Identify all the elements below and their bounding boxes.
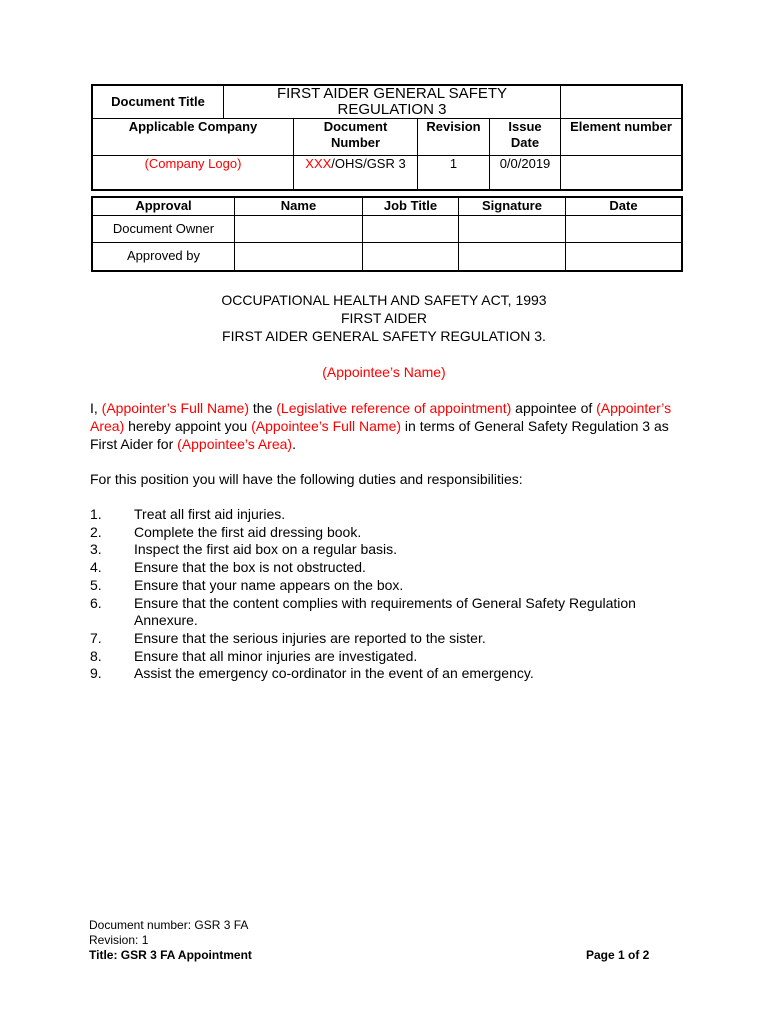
duties-list <box>90 506 690 683</box>
approval-job-title-cell[interactable] <box>363 215 459 242</box>
list-item-number: 6. <box>90 594 102 611</box>
approval-name-cell[interactable] <box>235 242 363 271</box>
list-item-number: 1. <box>90 506 102 522</box>
list-item-number: 5. <box>90 576 102 593</box>
appointer-area-placeholder: (Appointer’s Area) <box>90 400 672 434</box>
approval-name-cell[interactable] <box>235 215 363 242</box>
appointment-text: hereby appoint you <box>124 418 252 434</box>
approval-row-label: Document Owner <box>92 215 235 242</box>
approval-header-approval: Approval <box>92 197 235 215</box>
revision-value: 1 <box>418 156 490 190</box>
approval-signature-cell[interactable] <box>459 242 566 271</box>
list-item-text: Ensure that the serious injuries are reported to the sister. <box>134 629 486 646</box>
appointment-text: the <box>249 400 277 416</box>
approval-header-name: Name <box>235 197 363 215</box>
list-item-text: Ensure that the content complies with requirements of General Safety Regulation Annexure. <box>134 594 636 629</box>
list-item <box>90 665 690 683</box>
appointment-text: appointee of <box>511 400 597 416</box>
approval-row <box>92 215 682 242</box>
heading-act: OCCUPATIONAL HEALTH AND SAFETY ACT, 1993 <box>221 292 547 308</box>
list-item <box>90 577 690 595</box>
appointee-name-placeholder: (Appointee’s Name) <box>322 364 446 380</box>
appointment-paragraph <box>90 399 680 453</box>
document-number-value <box>294 156 418 190</box>
list-item-number: 4. <box>90 559 102 576</box>
heading-first-aider: FIRST AIDER <box>340 310 428 326</box>
list-item-text: Complete the first aid dressing book. <box>134 523 362 540</box>
approval-row-label: Approved by <box>92 242 235 271</box>
list-item-text: Ensure that your name appears on the box. <box>134 576 404 593</box>
list-item-text: Ensure that the box is not obstructed. <box>134 559 366 576</box>
col-applicable-company: Applicable Company <box>92 119 294 156</box>
document-number-suffix: /OHS/GSR 3 <box>331 156 406 171</box>
list-item <box>90 524 690 542</box>
footer-document-number: Document number: GSR 3 FA <box>89 918 249 932</box>
appointment-text: . <box>292 436 296 452</box>
list-item-text: Ensure that all minor injuries are investigated. <box>134 647 418 664</box>
approval-signature-cell[interactable] <box>459 215 566 242</box>
footer-revision: Revision: 1 <box>89 933 149 947</box>
col-document-number: Document Number <box>294 119 418 156</box>
list-item-number: 9. <box>90 665 102 682</box>
list-item-number: 3. <box>90 541 102 558</box>
col-revision: Revision <box>418 119 490 156</box>
list-item <box>90 506 690 524</box>
approval-header-job-title: Job Title <box>363 197 459 215</box>
list-item-number: 8. <box>90 647 102 664</box>
approval-date-cell[interactable] <box>566 215 683 242</box>
legislative-reference-placeholder: (Legislative reference of appointment) <box>276 400 512 416</box>
appointee-area-placeholder: (Appointee’s Area) <box>177 436 293 452</box>
list-item <box>90 559 690 577</box>
approval-date-cell[interactable] <box>566 242 683 271</box>
list-item-text: Assist the emergency co-ordinator in the event of an emergency. <box>134 665 534 682</box>
duties-intro: For this position you will have the following duties and responsibilities: <box>90 471 523 487</box>
list-item <box>90 630 690 648</box>
appointee-full-name-placeholder: (Appointee’s Full Name) <box>251 418 402 434</box>
list-item-number: 7. <box>90 629 102 646</box>
element-number-value <box>561 156 683 190</box>
list-item-text: Treat all first aid injuries. <box>134 506 286 522</box>
company-logo-placeholder: (Company Logo) <box>92 156 294 190</box>
footer-title: Title: GSR 3 FA Appointment <box>89 948 252 962</box>
approval-row <box>92 242 682 271</box>
document-number-prefix: XXX <box>305 156 332 171</box>
col-issue-date: Issue Date <box>490 119 561 156</box>
heading-regulation: FIRST AIDER GENERAL SAFETY REGULATION 3. <box>222 328 546 344</box>
appointment-text: in terms of General Safety Regulation 3 as First Aider for <box>90 418 669 452</box>
document-title-label: Document Title <box>92 85 224 119</box>
list-item-number: 2. <box>90 523 102 540</box>
approval-table <box>91 196 683 272</box>
issue-date-value: 0/0/2019 <box>490 156 561 190</box>
appointment-text: I, <box>90 400 102 416</box>
approval-header-signature: Signature <box>459 197 566 215</box>
appointer-full-name-placeholder: (Appointer’s Full Name) <box>101 400 249 416</box>
footer-page-number: Page 1 of 2 <box>586 948 650 962</box>
approval-job-title-cell[interactable] <box>363 242 459 271</box>
list-item <box>90 648 690 666</box>
col-element-number: Element number <box>561 119 683 156</box>
document-title-value: FIRST AIDER GENERAL SAFETY REGULATION 3 <box>224 85 561 119</box>
list-item <box>90 595 690 630</box>
list-item-text: Inspect the first aid box on a regular basis. <box>134 541 398 558</box>
approval-header-date: Date <box>566 197 683 215</box>
list-item <box>90 541 690 559</box>
document-header-table <box>91 84 683 191</box>
